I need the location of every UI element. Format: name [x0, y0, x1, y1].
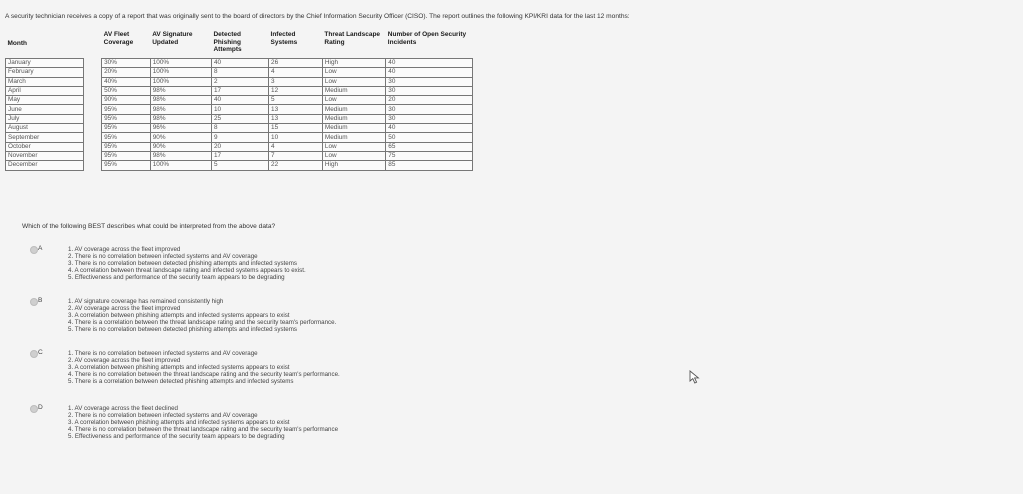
option-line: 5. Effectiveness and performance of the security team appears to be degrading [68, 274, 285, 282]
option-line: 4. There is no correlation between the threat landscape rating and the security team's performance [68, 426, 339, 434]
table-row [6, 59, 473, 68]
cell-month: November [6, 151, 84, 160]
table-row [6, 86, 473, 95]
cell-infected: 26 [269, 59, 323, 68]
cell-threat: Medium [322, 124, 385, 133]
option-line: 2. There is no correlation between infected systems and AV coverage [68, 412, 258, 420]
header-detected-phishing: Detected Phishing Attempts [213, 31, 242, 53]
cell-infected: 13 [269, 114, 323, 123]
table-spacer [84, 161, 102, 170]
cell-av-signature: 98% [150, 151, 211, 160]
cell-incidents: 30 [386, 86, 473, 95]
option-text [68, 246, 306, 281]
cell-infected: 5 [269, 96, 323, 105]
header-av-signature: AV Signature Updated [152, 31, 193, 46]
cell-month: May [6, 96, 84, 105]
option-line: 2. There is no correlation between infected systems and AV coverage [68, 253, 258, 261]
cell-infected: 10 [269, 133, 323, 142]
cell-phishing: 5 [211, 161, 268, 170]
cell-av-fleet: 95% [102, 105, 151, 114]
option-line: 3. There is no correlation between detected phishing attempts and infected systems [68, 260, 297, 268]
cell-incidents: 30 [386, 77, 473, 86]
cell-incidents: 65 [386, 142, 473, 151]
cell-phishing: 17 [211, 151, 268, 160]
cell-av-signature: 100% [150, 59, 211, 68]
cell-threat: High [322, 59, 385, 68]
cell-av-signature: 100% [150, 68, 211, 77]
option-text [68, 350, 340, 385]
cell-threat: Low [322, 142, 385, 151]
table-spacer [84, 124, 102, 133]
question-text: Which of the following BEST describes what could be interpreted from the above data? [22, 223, 276, 230]
option-line: 5. Effectiveness and performance of the security team appears to be degrading [68, 433, 285, 441]
cell-incidents: 40 [386, 124, 473, 133]
question-intro-text: A security technician receives a copy of a report that was originally sent to the board of directors by the Chief Information Security Officer (CISO). The report outlines the following KPI/KRI data for the last 12 months: [5, 13, 630, 20]
table-spacer [84, 68, 102, 77]
cell-infected: 3 [269, 77, 323, 86]
cell-av-fleet: 95% [102, 114, 151, 123]
table-row [6, 96, 473, 105]
radio-button-icon[interactable] [30, 298, 38, 306]
option-line: 1. AV signature coverage has remained consistently high [68, 298, 224, 305]
option-line: 3. A correlation between phishing attempts and infected systems appears to exist [68, 364, 290, 372]
cell-av-signature: 90% [150, 142, 211, 151]
cell-av-signature: 96% [150, 124, 211, 133]
header-open-incidents: Number of Open Security Incidents [387, 31, 467, 46]
cell-incidents: 40 [386, 59, 473, 68]
cell-infected: 13 [269, 105, 323, 114]
cell-av-signature: 98% [150, 96, 211, 105]
table-spacer [84, 114, 102, 123]
table-spacer [84, 142, 102, 151]
cell-av-fleet: 95% [102, 151, 151, 160]
cell-threat: Medium [322, 114, 385, 123]
cell-infected: 12 [269, 86, 323, 95]
cell-infected: 4 [269, 68, 323, 77]
option-letter: A [38, 245, 43, 252]
header-infected-systems: Infected Systems [270, 31, 298, 46]
cell-infected: 7 [269, 151, 323, 160]
cell-threat: Low [322, 96, 385, 105]
header-threat-landscape: Threat Landscape Rating [324, 31, 381, 46]
table-row [6, 133, 473, 142]
cell-av-signature: 98% [150, 105, 211, 114]
option-letter: D [38, 404, 43, 411]
cell-av-signature: 98% [150, 86, 211, 95]
option-line: 2. AV coverage across the fleet improved [68, 305, 181, 313]
cell-av-fleet: 95% [102, 124, 151, 133]
option-line: 2. AV coverage across the fleet improved [68, 357, 181, 365]
cell-av-fleet: 95% [102, 133, 151, 142]
cell-av-fleet: 50% [102, 86, 151, 95]
option-line: 3. A correlation between phishing attempts and infected systems appears to exist [68, 419, 290, 427]
option-letter: C [38, 349, 43, 356]
cell-phishing: 8 [211, 124, 268, 133]
cell-month: March [6, 77, 84, 86]
table-row [6, 68, 473, 77]
cell-infected: 22 [269, 161, 323, 170]
cell-month: April [6, 86, 84, 95]
table-spacer [84, 133, 102, 142]
cell-av-signature: 100% [150, 77, 211, 86]
cell-phishing: 40 [211, 96, 268, 105]
table-row [6, 105, 473, 114]
kpi-data-table [5, 30, 473, 171]
cell-incidents: 30 [386, 114, 473, 123]
cell-threat: Medium [322, 105, 385, 114]
radio-button-icon[interactable] [30, 405, 38, 413]
cell-av-signature: 98% [150, 114, 211, 123]
table-spacer [84, 105, 102, 114]
cell-incidents: 75 [386, 151, 473, 160]
option-line: 3. A correlation between phishing attempts and infected systems appears to exist [68, 312, 290, 320]
option-text [68, 405, 338, 440]
table-header-row [6, 30, 473, 59]
cell-month: August [6, 124, 84, 133]
cell-month: July [6, 114, 84, 123]
cell-phishing: 20 [211, 142, 268, 151]
table-row [6, 77, 473, 86]
cell-incidents: 50 [386, 133, 473, 142]
table-row [6, 124, 473, 133]
cell-infected: 15 [269, 124, 323, 133]
option-line: 5. There is no correlation between detected phishing attempts and infected systems [68, 326, 297, 334]
cell-av-fleet: 40% [102, 77, 151, 86]
cell-av-signature: 90% [150, 133, 211, 142]
cell-infected: 4 [269, 142, 323, 151]
table-spacer [84, 77, 102, 86]
table-row [6, 114, 473, 123]
cell-incidents: 40 [386, 68, 473, 77]
cell-phishing: 8 [211, 68, 268, 77]
cell-incidents: 20 [386, 96, 473, 105]
radio-button-icon[interactable] [30, 350, 38, 358]
option-line: 5. There is a correlation between detected phishing attempts and infected systems [68, 378, 294, 386]
option-letter: B [38, 297, 43, 304]
cell-month: October [6, 142, 84, 151]
cell-phishing: 40 [211, 59, 268, 68]
option-line: 4. There is a correlation between the threat landscape rating and the security team's performance. [68, 319, 337, 327]
radio-button-icon[interactable] [30, 246, 38, 254]
table-row [6, 161, 473, 170]
cell-threat: High [322, 161, 385, 170]
cell-month: December [6, 161, 84, 170]
option-line: 1. AV coverage across the fleet improved [68, 246, 181, 253]
option-line: 4. There is no correlation between the threat landscape rating and the security team's performance. [68, 371, 340, 379]
table-row [6, 142, 473, 151]
table-row [6, 151, 473, 160]
option-line: 4. A correlation between threat landscape rating and infected systems appears to exist. [68, 267, 306, 275]
option-line: 1. There is no correlation between infected systems and AV coverage [68, 350, 258, 357]
cell-phishing: 10 [211, 105, 268, 114]
cell-av-fleet: 95% [102, 161, 151, 170]
cell-phishing: 25 [211, 114, 268, 123]
cell-phishing: 9 [211, 133, 268, 142]
cell-av-fleet: 20% [102, 68, 151, 77]
cell-incidents: 30 [386, 105, 473, 114]
cell-month: June [6, 105, 84, 114]
cell-av-fleet: 90% [102, 96, 151, 105]
cell-threat: Medium [322, 133, 385, 142]
mouse-cursor-icon [689, 370, 701, 384]
cell-av-fleet: 30% [102, 59, 151, 68]
cell-month: September [6, 133, 84, 142]
table-spacer [84, 59, 102, 68]
cell-month: February [6, 68, 84, 77]
cell-incidents: 85 [386, 161, 473, 170]
cell-phishing: 17 [211, 86, 268, 95]
table-spacer [84, 151, 102, 160]
header-av-fleet: AV Fleet Coverage [103, 31, 134, 46]
cell-threat: Low [322, 151, 385, 160]
cell-month: January [6, 59, 84, 68]
header-month: Month [7, 40, 27, 48]
table-spacer [84, 86, 102, 95]
cell-threat: Low [322, 77, 385, 86]
cell-av-signature: 100% [150, 161, 211, 170]
table-spacer [84, 96, 102, 105]
cell-threat: Medium [322, 86, 385, 95]
option-text [68, 298, 336, 333]
cell-threat: Low [322, 68, 385, 77]
cell-av-fleet: 95% [102, 142, 151, 151]
cell-phishing: 2 [211, 77, 268, 86]
option-line: 1. AV coverage across the fleet declined [68, 405, 178, 412]
